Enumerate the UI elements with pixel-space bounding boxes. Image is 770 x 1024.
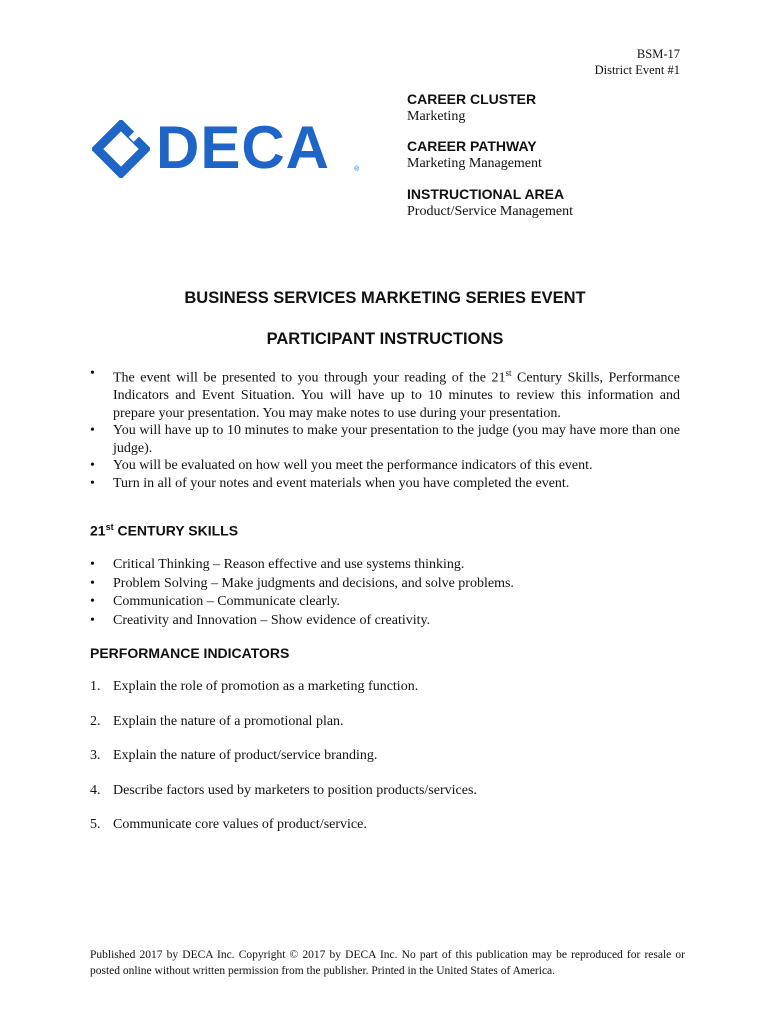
skills-list (90, 556, 680, 631)
list-item: • Communication – Communicate clearly. (90, 593, 680, 612)
instructional-area-value: Product/Service Management (407, 204, 574, 219)
list-item: 2. Explain the nature of a promotional plan. (90, 713, 344, 729)
deca-logo (92, 114, 362, 181)
list-item: • Critical Thinking – Reason effective and use systems thinking. (90, 556, 680, 575)
indicators-list (90, 678, 680, 851)
career-pathway-value: Marketing Management (407, 156, 542, 171)
list-item: • The event will be presented to you through your reading of the 21st Century Skills, Performance Indicators and Event Situation. You will have up to 10 minutes to review this information and prepare your presentation. You may make notes to use during your presentation. (90, 365, 680, 422)
career-cluster-label: CAREER CLUSTER (407, 91, 537, 107)
page-title: BUSINESS SERVICES MARKETING SERIES EVENT (184, 289, 586, 307)
deca-wordmark: DECA (156, 114, 331, 181)
list-item: • You will be evaluated on how well you meet the performance indicators of this event. (90, 457, 680, 475)
career-cluster-value: Marketing (407, 109, 466, 124)
document-code (595, 46, 680, 78)
list-item: • Problem Solving – Make judgments and decisions, and solve problems. (90, 575, 680, 594)
instructional-area-label: INSTRUCTIONAL AREA (407, 186, 565, 202)
registered-mark: ® (354, 166, 360, 173)
event-code: BSM-17 (636, 47, 680, 61)
event-level: District Event #1 (594, 63, 680, 77)
list-item: • Creativity and Innovation – Show evidence of creativity. (90, 612, 680, 631)
copyright-footer: Published 2017 by DECA Inc. Copyright © 2017 by DECA Inc. No part of this publication may be reproduced for resale or posted online without written permission from the publisher. Printed in the United States of America. (90, 949, 685, 977)
indicators-heading: PERFORMANCE INDICATORS (90, 645, 290, 661)
list-item: 1. Explain the role of promotion as a marketing function. (90, 679, 419, 694)
page-subtitle: PARTICIPANT INSTRUCTIONS (266, 330, 504, 348)
instructions-list (90, 365, 680, 492)
career-pathway-label: CAREER PATHWAY (407, 138, 537, 154)
skills-heading: 21st CENTURY SKILLS (90, 522, 239, 539)
list-item: • Turn in all of your notes and event materials when you have completed the event. (90, 475, 680, 493)
deca-diamond-icon (92, 120, 150, 178)
event-metadata (407, 90, 687, 233)
list-item: • You will have up to 10 minutes to make your presentation to the judge (you may have more than one judge). (90, 422, 680, 457)
list-item: 3. Explain the nature of product/service branding. (90, 748, 378, 763)
list-item: 4. Describe factors used by marketers to position products/services. (90, 782, 477, 798)
list-item: 5. Communicate core values of product/service. (90, 817, 367, 832)
